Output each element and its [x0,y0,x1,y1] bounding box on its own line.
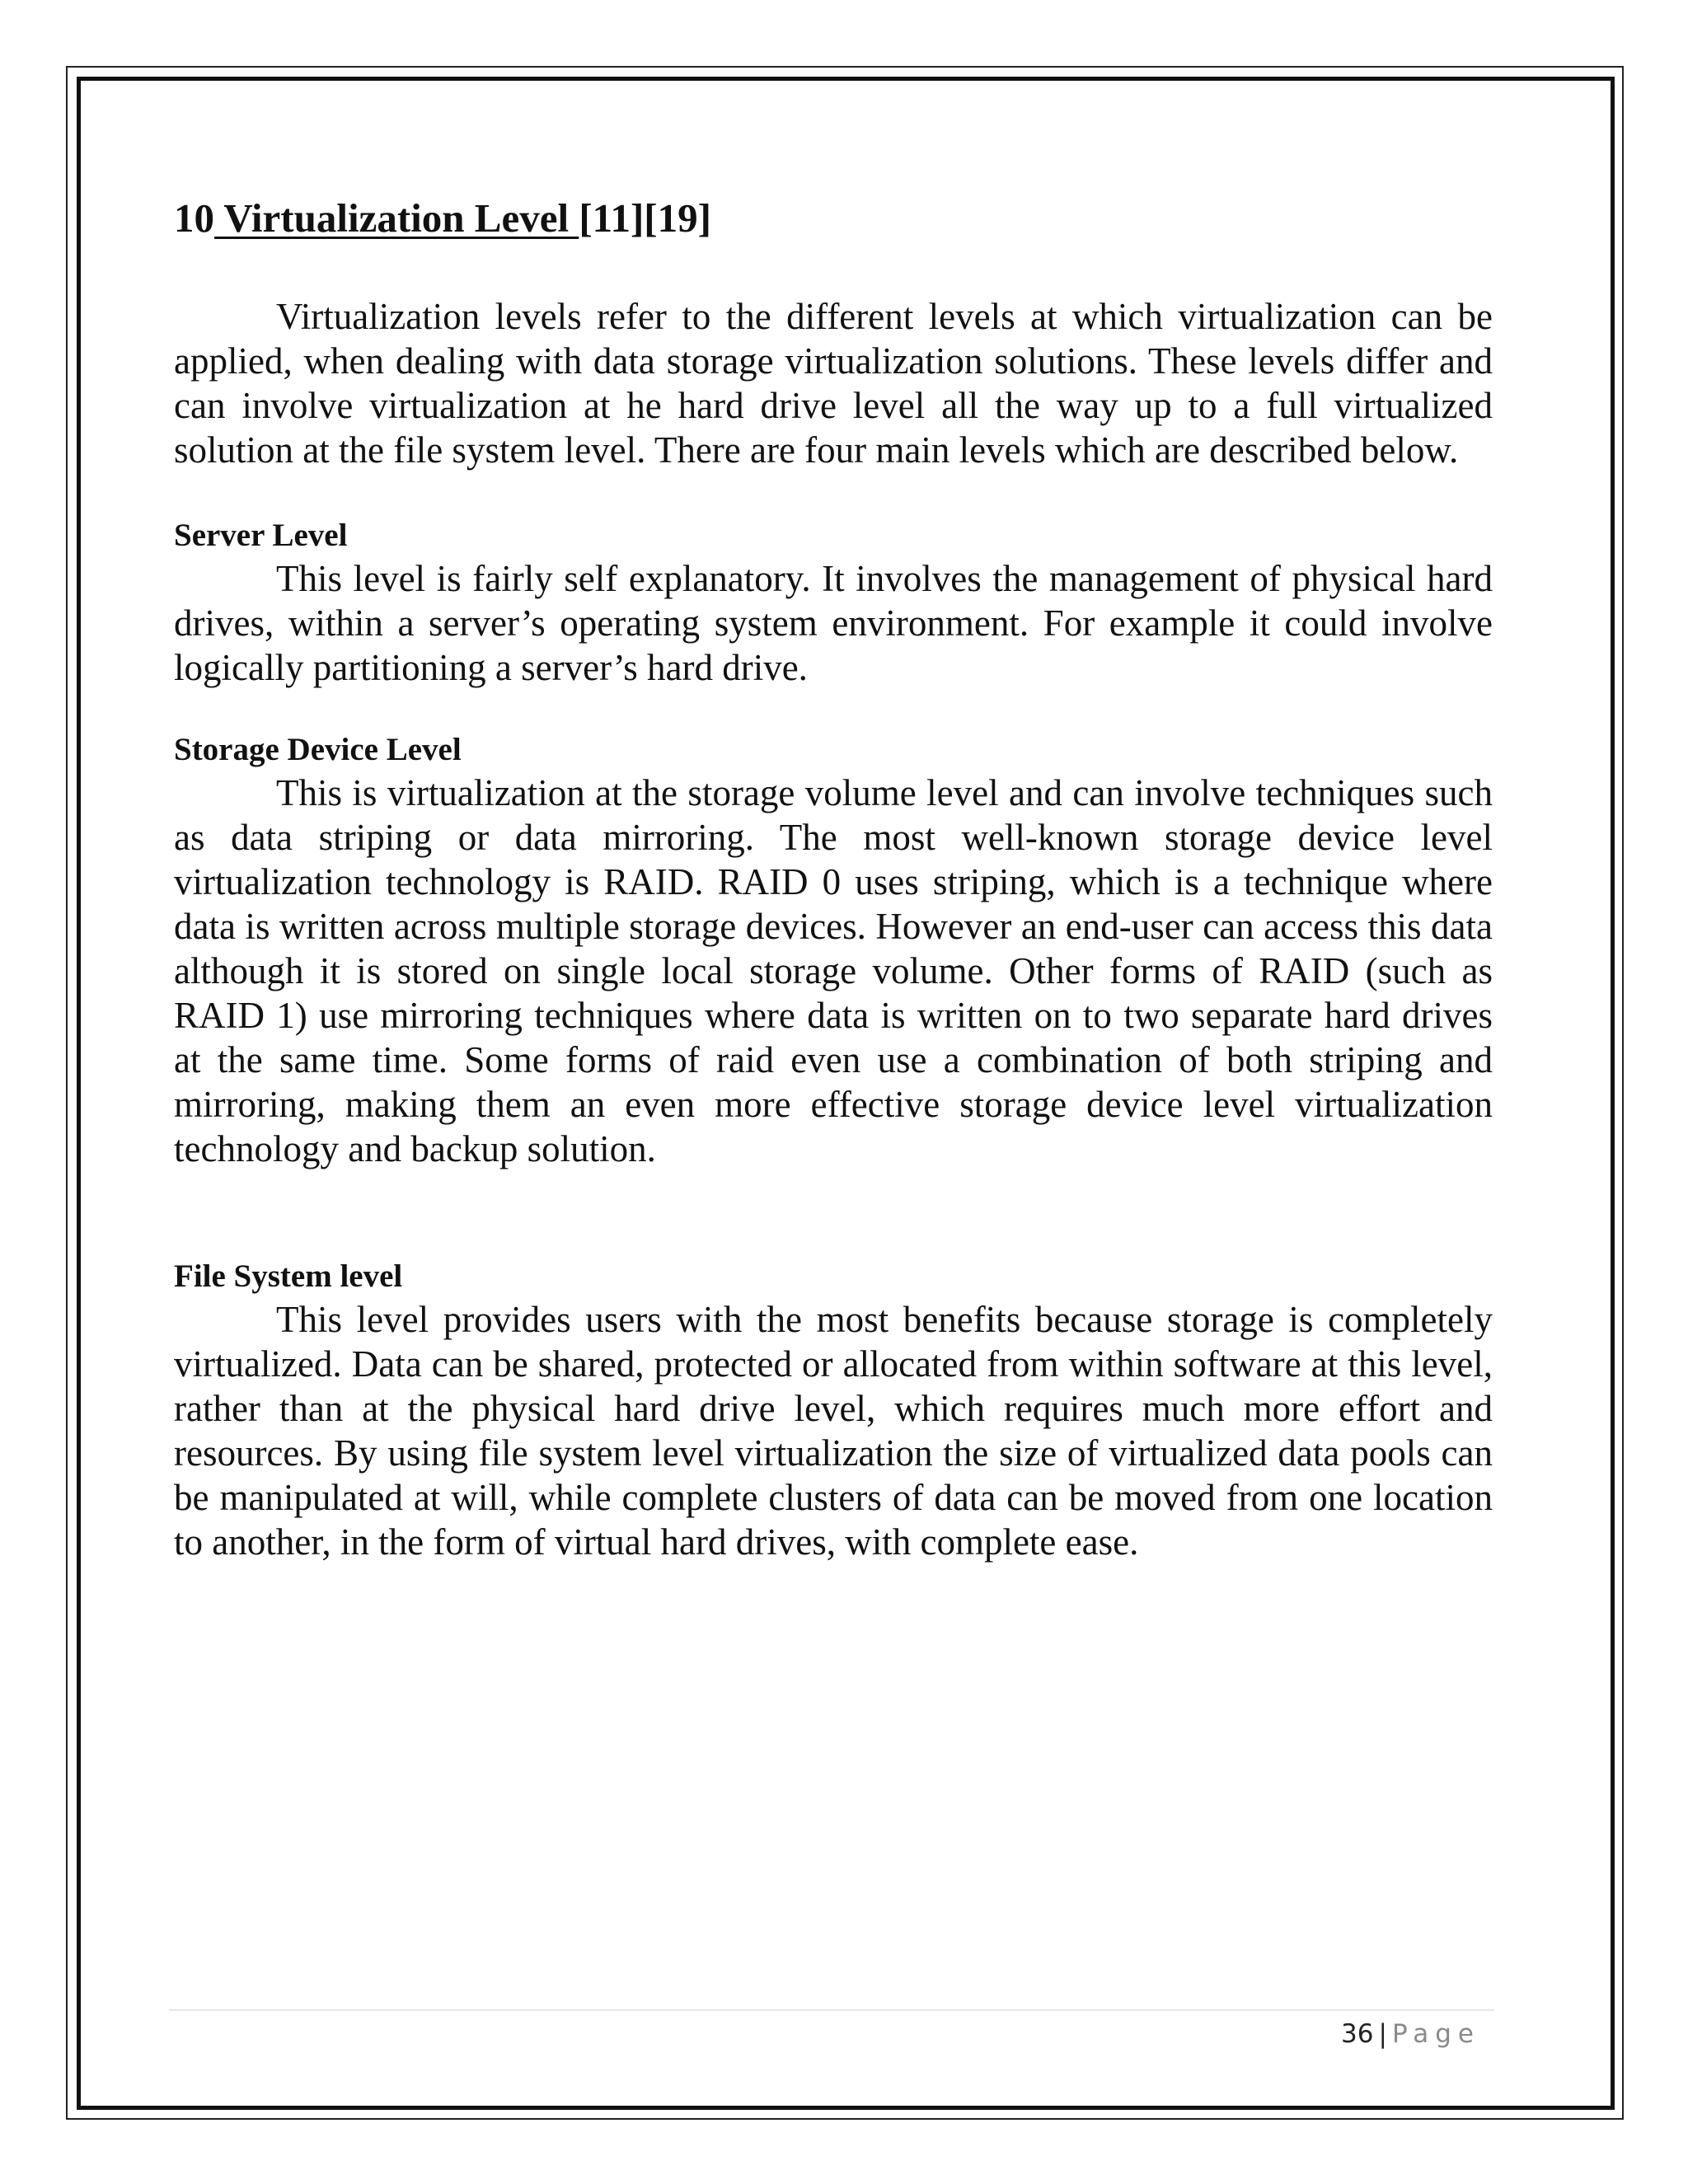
page-footer [1341,2016,1480,2052]
subsection-file-system-level [174,1256,1493,1564]
spacer [174,1171,1493,1256]
footer-divider [169,2009,1494,2011]
page-label: Page [1391,2019,1480,2049]
subsection-paragraph: This is virtualization at the storage volume level and can involve techniques such as data striping or data mirroring. The most well-known storage device level virtualization technology is RAID. RAID 0 uses striping, which is a technique where data is written across multiple storage devices. However an end-user can access this data although it is stored on single local storage volume. Other forms of RAID (such as RAID 1) use mirroring techniques where data is written on to two separate hard drives at the same time. Some forms of raid even use a combination of both striping and mirroring, making them an even more effective storage device level virtualization technology and backup solution. [174,771,1493,1169]
section-number: 10 [174,195,214,241]
subsection-paragraph: This level is fairly self explanatory. It involves the management of physical hard drives, within a server’s operating system environment. For example it could involve logically partitioning a server’s hard drive. [174,557,1493,688]
page-number: 36 [1341,2019,1374,2049]
section-heading [174,194,1493,243]
subsection-title: Server Level [174,517,348,553]
subsection-title: Storage Device Level [174,731,462,767]
spacer [174,690,1493,729]
subsection-server-level [174,515,1493,690]
subsection-storage-device-level [174,729,1493,1171]
subsection-paragraph: This level provides users with the most benefits because storage is completely virtualized. Data can be shared, protected or allocated from within software at this level, rather than at the physical hard drive level, which requires much more effort and resources. By using file system level virtualization the size of virtualized data pools can be manipulated at will, while complete clusters of data can be moved from one location to another, in the form of virtual hard drives, with complete ease. [174,1298,1493,1563]
footer-separator: | [1378,2019,1387,2049]
spacer [174,472,1493,515]
section-references: [11][19] [579,195,711,241]
page-content [174,194,1493,1564]
intro-paragraph: Virtualization levels refer to the different levels at which virtualization can be applied, when dealing with data storage virtualization solutions. These levels differ and can involve virtualization at he hard drive level all the way up to a full virtualized solution at the file system level. There are four main levels which are described below. [174,295,1493,471]
subsection-title: File System level [174,1258,403,1294]
section-title: Virtualization Level [214,195,579,241]
